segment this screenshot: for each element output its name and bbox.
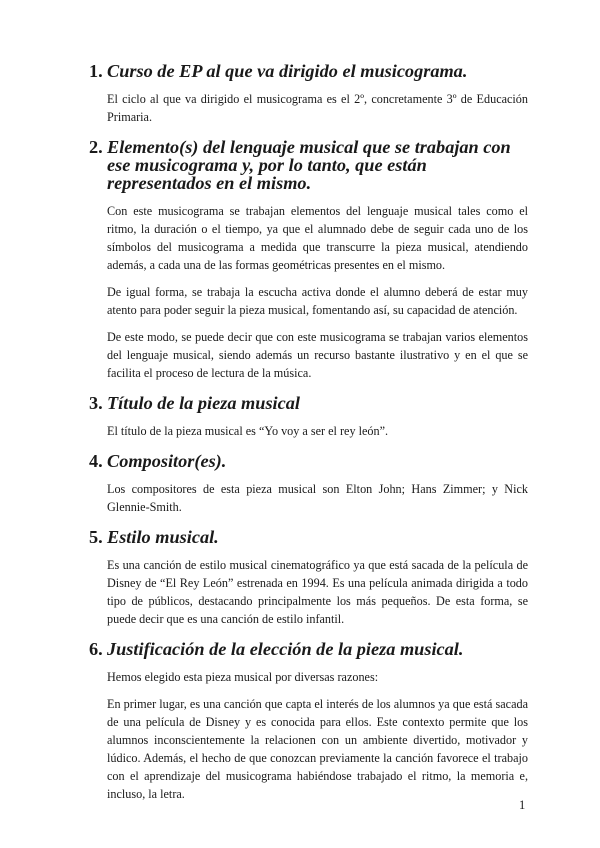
- section-number: 4.: [89, 451, 103, 471]
- section-title: Estilo musical.: [107, 527, 219, 547]
- section-heading: [80, 640, 528, 658]
- section-3: [80, 394, 528, 440]
- paragraph: Es una canción de estilo musical cinematográfico ya que está sacada de la película de Disney de “El Rey León” estrenada en 1994. Es una película animada dirigida a todo tipo de públicos, destacando principalmente los más pequeños. De esta forma, se puede decir que es una canción de estilo infantil.: [107, 558, 528, 626]
- section-title: Curso de EP al que va dirigido el musicograma.: [107, 61, 468, 81]
- section-title: Justificación de la elección de la pieza musical.: [107, 639, 464, 659]
- section-2: [80, 138, 528, 382]
- section-6: [80, 640, 528, 803]
- paragraph: Con este musicograma se trabajan elementos del lenguaje musical tales como el ritmo, la duración o el tiempo, ya que el alumnado debe de seguir cada uno de los símbolos del musicograma a medida que transcurre la pieza musical, atendiendo además, a cada una de las formas geométricas presentes en el mismo.: [107, 204, 528, 272]
- section-number: 2.: [89, 137, 103, 157]
- section-heading: [80, 528, 528, 546]
- section-heading: [80, 452, 528, 470]
- section-heading: [80, 62, 528, 80]
- paragraph: De igual forma, se trabaja la escucha activa donde el alumno deberá de estar muy atento para poder seguir la pieza musical, fomentando así, su capacidad de atención.: [107, 285, 528, 317]
- section-title: Compositor(es).: [107, 451, 227, 471]
- paragraph: El título de la pieza musical es “Yo voy a ser el rey león”.: [107, 424, 389, 438]
- section-heading: [80, 394, 528, 412]
- section-title: Título de la pieza musical: [107, 393, 300, 413]
- section-title: Elemento(s) del lenguaje musical que se trabajan con ese musicograma y, por lo tanto, que están representados en el mismo.: [107, 137, 511, 193]
- paragraph: Los compositores de esta pieza musical son Elton John; Hans Zimmer; y Nick Glennie-Smith.: [107, 482, 528, 514]
- document-body: [80, 62, 528, 803]
- section-number: 5.: [89, 527, 103, 547]
- section-heading: [80, 138, 528, 192]
- section-1: [80, 62, 528, 126]
- page-number: 1: [519, 798, 526, 812]
- paragraph: El ciclo al que va dirigido el musicograma es el 2º, concretamente 3º de Educación Primaria.: [107, 92, 528, 124]
- section-4: [80, 452, 528, 516]
- section-number: 3.: [89, 393, 103, 413]
- paragraph: De este modo, se puede decir que con este musicograma se trabajan varios elementos del lenguaje musical, siendo además un recurso bastante ilustrativo y en el que se facilita el proceso de lectura de la música.: [107, 330, 528, 380]
- paragraph: En primer lugar, es una canción que capta el interés de los alumnos ya que está sacada de una película de Disney y es conocida para ellos. Este contexto permite que los alumnos inconscientemente la relacionen con un ambiente divertido, motivador y lúdico. Además, el hecho de que conozcan previamente la canción favorece el trabajo con el aprendizaje del musicograma habiéndose trabajado el ritmo, la memoria e, incluso, la letra.: [107, 697, 528, 801]
- section-5: [80, 528, 528, 628]
- section-number: 6.: [89, 639, 103, 659]
- paragraph: Hemos elegido esta pieza musical por diversas razones:: [107, 670, 379, 684]
- section-number: 1.: [89, 61, 103, 81]
